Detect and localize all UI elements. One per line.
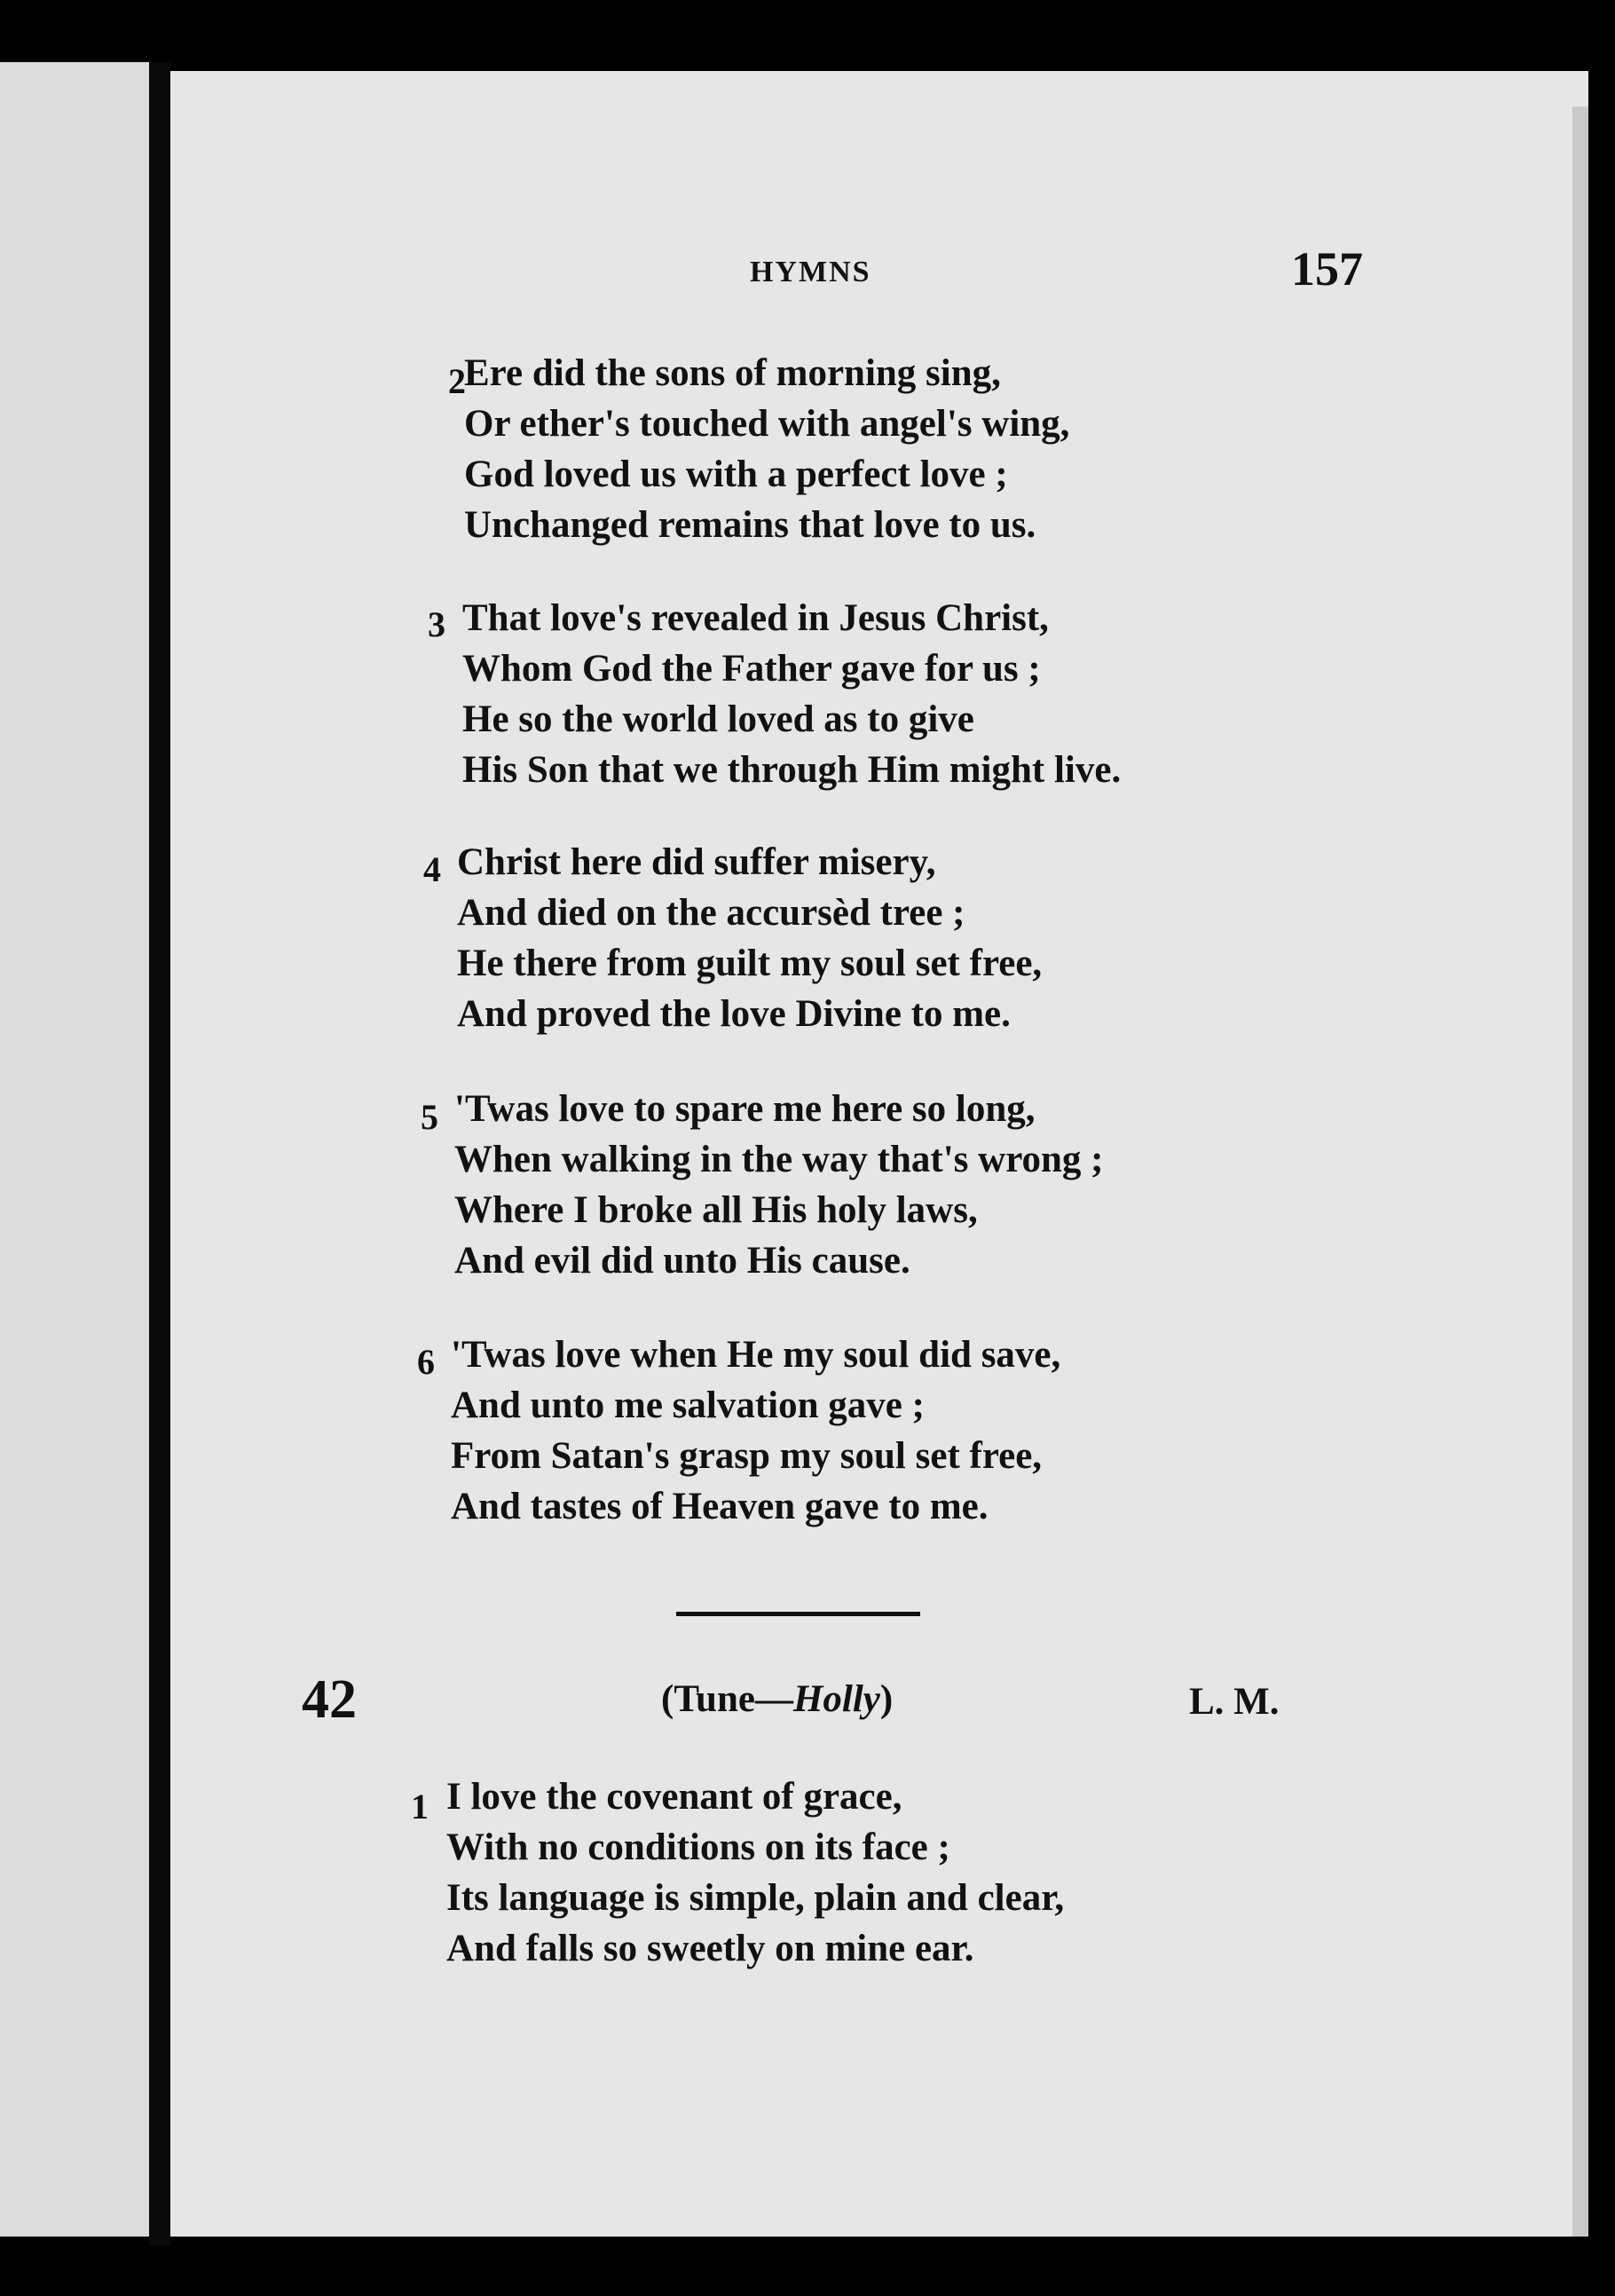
- verse-line: His Son that we through Him might live.: [462, 749, 1122, 791]
- tune-suffix: ): [879, 1678, 894, 1720]
- verse-number: 2: [448, 361, 466, 401]
- verse-number: 4: [423, 849, 441, 889]
- verse-line: That love's revealed in Jesus Christ,: [462, 597, 1049, 639]
- meter-label: L. M.: [1189, 1681, 1280, 1723]
- verse-line: He so the world loved as to give: [462, 698, 974, 740]
- verse-number: 5: [421, 1097, 438, 1137]
- verse-line: Whom God the Father gave for us ;: [462, 648, 1041, 690]
- page-edge-shadow: [1572, 107, 1588, 2237]
- tune-name: Holly: [792, 1678, 880, 1720]
- verse-line: And died on the accursèd tree ;: [457, 892, 965, 934]
- verse-line: And proved the love Divine to me.: [457, 993, 1011, 1035]
- verse-number: 1: [411, 1787, 429, 1827]
- book-spine: [149, 62, 170, 2245]
- verse-line: With no conditions on its face ;: [446, 1827, 950, 1868]
- verse-number: 6: [417, 1342, 435, 1382]
- verse-line: God loved us with a perfect love ;: [464, 454, 1008, 495]
- verse-line: 'Twas love when He my soul did save,: [451, 1334, 1061, 1376]
- section-divider: [676, 1612, 920, 1616]
- running-head: HYMNS: [750, 256, 871, 288]
- verse-number: 3: [428, 604, 445, 644]
- verse-line: Ere did the sons of morning sing,: [464, 352, 1001, 394]
- facing-page-edge: [0, 62, 149, 2237]
- verse-line: Unchanged remains that love to us.: [464, 504, 1036, 546]
- verse-line: Its language is simple, plain and clear,: [446, 1877, 1065, 1919]
- verse-line: When walking in the way that's wrong ;: [454, 1139, 1104, 1180]
- verse-line: 'Twas love to spare me here so long,: [454, 1088, 1036, 1130]
- verse-line: Where I broke all His holy laws,: [454, 1189, 978, 1231]
- verse-line: And tastes of Heaven gave to me.: [451, 1486, 989, 1527]
- page-number: 157: [1291, 242, 1363, 296]
- verse-line: Christ here did suffer misery,: [457, 841, 936, 883]
- verse-line: He there from guilt my soul set free,: [457, 943, 1043, 984]
- verse-line: And unto me salvation gave ;: [451, 1385, 925, 1426]
- verse-line: And falls so sweetly on mine ear.: [446, 1928, 974, 1969]
- tune-prefix: (Tune—: [661, 1678, 793, 1720]
- hymn-number: 42: [302, 1669, 357, 1730]
- tune-heading: [661, 1677, 893, 1721]
- verse-line: From Satan's grasp my soul set free,: [451, 1435, 1043, 1477]
- verse-line: I love the covenant of grace,: [446, 1776, 902, 1818]
- verse-line: And evil did unto His cause.: [454, 1240, 910, 1282]
- verse-line: Or ether's touched with angel's wing,: [464, 403, 1070, 445]
